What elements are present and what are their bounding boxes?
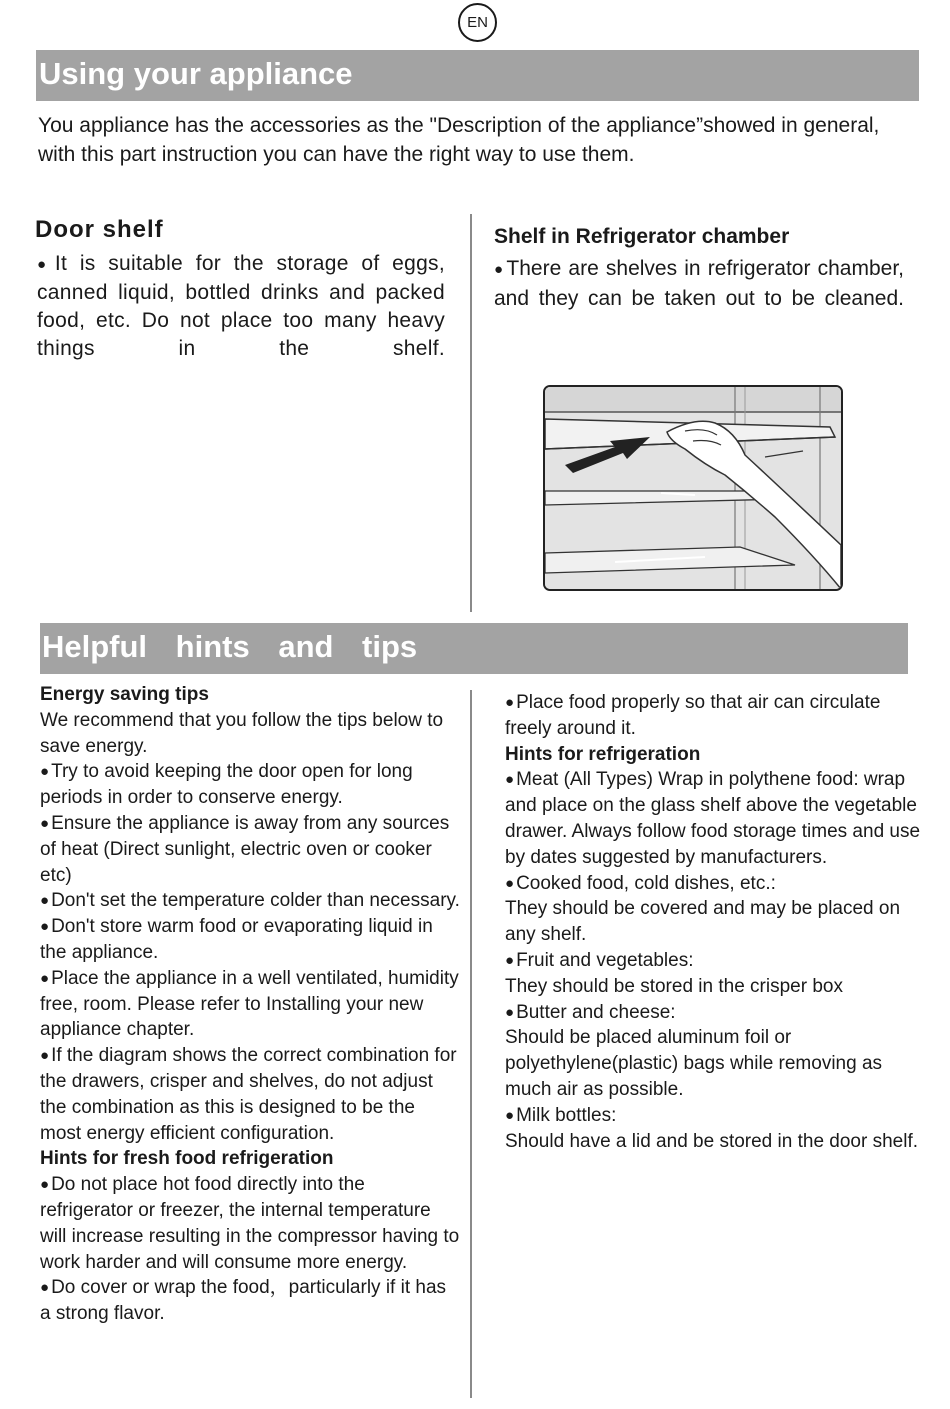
bullet-icon: ●	[40, 918, 50, 936]
tip-bullet-item: ● Don't set the temperature colder than necessary.	[40, 890, 460, 912]
bullet-icon: ●	[505, 771, 515, 789]
tips-subheading: Energy saving tips	[40, 684, 209, 705]
bullet-icon: ●	[40, 1047, 50, 1065]
bullet-icon: ●	[494, 261, 505, 278]
tip-bullet-item: ● Place food properly so that air can circulate freely around it.	[505, 692, 881, 739]
bullet-icon: ●	[505, 1106, 515, 1124]
bullet-icon: ●	[505, 951, 515, 969]
tip-bullet-item: ● Do cover or wrap the food，particularly if it has a strong flavor.	[40, 1277, 447, 1325]
bullet-icon: ●	[40, 969, 50, 987]
tip-bullet-item: ● Place the appliance in a well ventilated, humidity free, room. Please refer to Installing your new appliance chapter.	[40, 967, 459, 1041]
shelf-removal-illustration	[543, 385, 843, 591]
tip-bullet-item: ● Meat (All Types) Wrap in polythene food: wrap and place on the glass shelf above the vegetable drawer. Always follow food storage times and use by dates suggested by manufacturers.	[505, 769, 921, 868]
bullet-icon: ●	[40, 892, 50, 910]
bullet-icon: ●	[40, 814, 50, 832]
bullet-icon: ●	[40, 763, 50, 781]
bullet-icon: ●	[37, 256, 53, 273]
tip-text: They should be stored in the crisper box	[505, 975, 843, 997]
tip-bullet-item: ● Cooked food, cold dishes, etc.:	[505, 872, 776, 894]
fridge-shelf-text: ●There are shelves in refrigerator chamber, and they can be taken out to be cleaned.	[494, 257, 905, 310]
language-badge: EN	[458, 3, 497, 42]
tip-bullet-item: ● Try to avoid keeping the door open for long periods in order to conserve energy.	[40, 761, 413, 809]
tips-subheading: Hints for fresh food refrigeration	[40, 1148, 334, 1170]
tip-text: Should have a lid and be stored in the door shelf.	[505, 1130, 919, 1152]
bullet-icon: ●	[505, 874, 515, 892]
tip-bullet-item: ● Ensure the appliance is away from any sources of heat (Direct sunlight, electric oven or cooker etc)	[40, 812, 450, 886]
tip-text: They should be covered and may be placed on any shelf.	[505, 898, 901, 946]
tip-bullet-item: ● Fruit and vegetables:	[505, 949, 694, 971]
intro-paragraph: You appliance has the accessories as the "Description of the appliance”showed in general, with this part instruction you can have the right way to use them.	[38, 114, 880, 166]
tips-right-column	[505, 690, 925, 1154]
tip-bullet-item: ● Butter and cheese:	[505, 1001, 676, 1023]
tip-bullet-item: ● If the diagram shows the correct combination for the drawers, crisper and shelves, do not adjust the combination as this is designed to be the most energy efficient configuration.	[40, 1045, 457, 1144]
bullet-icon: ●	[505, 1003, 515, 1021]
tip-text: We recommend that you follow the tips below to save energy.	[40, 709, 444, 757]
section-title-using-appliance: Using your appliance	[36, 50, 919, 101]
bullet-icon: ●	[505, 694, 515, 711]
fridge-interior-drawing	[545, 387, 841, 589]
column-divider	[470, 690, 472, 1398]
bullet-icon: ●	[40, 1176, 50, 1194]
tip-text: Should be placed aluminum foil or polyethylene(plastic) bags while removing as much air as possible.	[505, 1027, 883, 1100]
bullet-icon: ●	[40, 1279, 50, 1297]
door-shelf-text: ●It is suitable for the storage of eggs, canned liquid, bottled drinks and packed food, etc. Do not place too many heavy things in the shelf.	[37, 252, 445, 360]
tips-left-column	[40, 682, 460, 1327]
tip-bullet-item: ● Milk bottles:	[505, 1104, 617, 1126]
column-divider	[470, 214, 472, 612]
tips-subheading: Hints for refrigeration	[505, 743, 701, 765]
section-title-helpful-hints: Helpful hints and tips	[40, 623, 908, 674]
fridge-shelf-heading: Shelf in Refrigerator chamber	[494, 225, 790, 248]
door-shelf-heading: Door shelf	[35, 216, 164, 243]
tip-bullet-item: ● Don't store warm food or evaporating liquid in the appliance.	[40, 916, 433, 963]
tip-bullet-item: ● Do not place hot food directly into the refrigerator or freezer, the internal temperature will increase resulting in the compressor having to work harder and will consume more energy.	[40, 1174, 460, 1273]
